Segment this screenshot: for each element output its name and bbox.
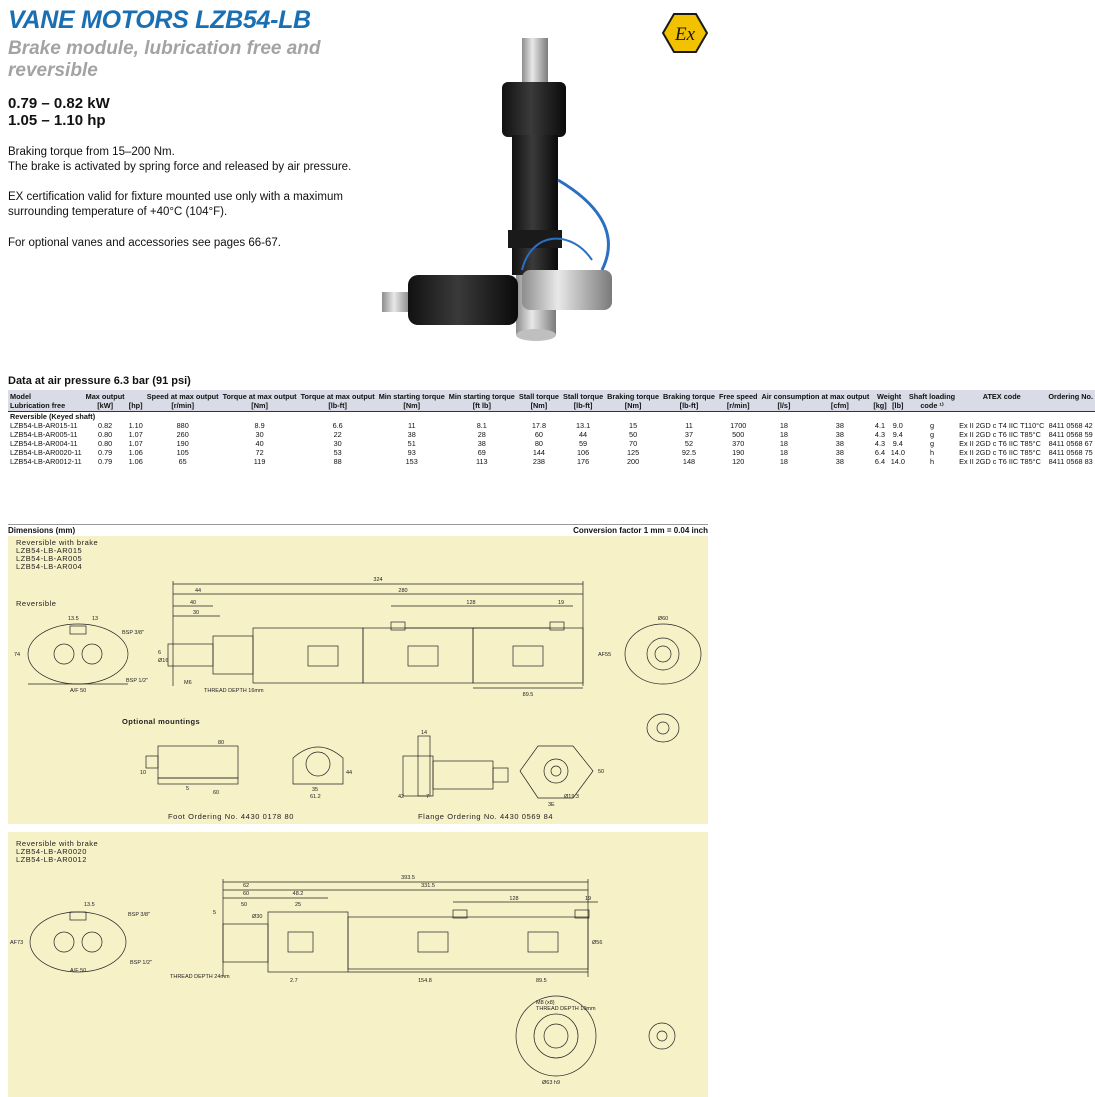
dim-60: 60 bbox=[242, 891, 250, 897]
dim-128: 128 bbox=[509, 896, 519, 902]
table-cell: 4.1 bbox=[871, 421, 888, 430]
table-cell: LZB54-LB-AR0012-11 bbox=[10, 457, 82, 466]
m6-label: M6 bbox=[184, 680, 192, 686]
table-cell: 17.8 bbox=[517, 421, 561, 430]
description-line: Braking torque from 15–200 Nm. bbox=[8, 146, 175, 158]
foot-dim-60: 60 bbox=[213, 790, 220, 796]
table-cell: Ex II 2GD c T6 IIC T85°C bbox=[957, 430, 1046, 439]
table-cell: 1700 bbox=[717, 421, 760, 430]
table-row bbox=[8, 448, 1095, 457]
unit-header: [kW] bbox=[84, 401, 127, 412]
table-cell: LZB54-LB-AR005-11 bbox=[8, 430, 84, 439]
dim-d56: Ø56 bbox=[592, 940, 603, 946]
column-header: Torque at max output bbox=[300, 392, 375, 401]
column-header: Shaft loading bbox=[908, 392, 956, 401]
dim-25: 25 bbox=[294, 902, 302, 908]
table-cell: 18 bbox=[759, 457, 808, 466]
af73-label: AF73 bbox=[10, 940, 24, 946]
dimension-panel-1 bbox=[8, 536, 708, 824]
af50-label: A/F 50 bbox=[70, 968, 87, 974]
table-cell: g bbox=[907, 421, 957, 430]
table-cell: 190 bbox=[145, 439, 221, 448]
bsp-38-label: BSP 3/8" bbox=[128, 912, 151, 918]
model-label: LZB54-LB-AR004 bbox=[16, 562, 83, 571]
dim-3315: 331.5 bbox=[421, 883, 435, 889]
column-header: Weight bbox=[871, 390, 907, 401]
foot-dim-10: 10 bbox=[140, 770, 147, 776]
table-cell: 500 bbox=[717, 430, 760, 439]
flange-dim-7: 7 bbox=[426, 794, 430, 800]
table-cell: 8.1 bbox=[447, 421, 517, 430]
table-cell: 0.80 bbox=[84, 439, 127, 448]
table-cell: 93 bbox=[377, 448, 447, 457]
flange-dim-42: 42 bbox=[398, 794, 405, 800]
column-header: Speed at max output bbox=[146, 392, 219, 401]
column-header: Torque at max output bbox=[222, 392, 297, 401]
table-cell: 52 bbox=[661, 439, 717, 448]
dim-135: 13.5 bbox=[68, 616, 79, 622]
table-row bbox=[8, 430, 1095, 439]
column-header: Braking torque bbox=[607, 392, 660, 401]
motor-product-image bbox=[372, 30, 632, 350]
dim-27: 2.7 bbox=[290, 978, 298, 984]
unit-header: [hp] bbox=[127, 401, 145, 412]
dim-af55: AF55 bbox=[598, 652, 612, 658]
unit-header: [Nm] bbox=[517, 401, 561, 412]
table-cell: 13.1 bbox=[561, 421, 605, 430]
ex-note: EX certification valid for fixture mounted use only with a maximum surrounding temperature of +40°C (104°F). bbox=[8, 191, 343, 218]
table-cell: 0.82 bbox=[84, 421, 127, 430]
table-row bbox=[8, 457, 1095, 466]
column-header: Free speed bbox=[718, 392, 758, 401]
table-cell: 106 bbox=[561, 448, 605, 457]
unit-header: [r/min] bbox=[145, 401, 221, 412]
table-cell: 18 bbox=[759, 430, 808, 439]
table-cell: 88 bbox=[299, 457, 377, 466]
table-title: Data at air pressure 6.3 bar (91 psi) bbox=[8, 375, 191, 387]
flange-dim-50: 50 bbox=[598, 769, 605, 775]
unit-header bbox=[957, 401, 1046, 412]
dim-d30: Ø30 bbox=[252, 914, 263, 920]
power-kw: 0.79 – 0.82 kW bbox=[8, 95, 110, 112]
unit-header: code ¹⁾ bbox=[907, 401, 957, 412]
flange-dim-14: 14 bbox=[421, 730, 428, 736]
table-cell: 880 bbox=[145, 421, 221, 430]
table-cell: 38 bbox=[808, 448, 871, 457]
unit-header: [lb-ft] bbox=[561, 401, 605, 412]
table-cell: 38 bbox=[808, 421, 871, 430]
table-cell: h bbox=[907, 457, 957, 466]
table-cell: 144 bbox=[517, 448, 561, 457]
column-header: Stall torque bbox=[518, 392, 559, 401]
table-cell: 1.06 bbox=[128, 457, 143, 466]
dim-1548: 154.8 bbox=[418, 978, 432, 984]
unit-header: [Nm] bbox=[605, 401, 661, 412]
ex-mark-text: Ex bbox=[674, 24, 696, 45]
table-cell: 11 bbox=[661, 421, 717, 430]
table-cell: 60 bbox=[517, 430, 561, 439]
table-cell: 153 bbox=[377, 457, 447, 466]
dim-44: 44 bbox=[194, 588, 202, 594]
flange-dim-193: Ø19.3 bbox=[564, 794, 579, 800]
table-cell: 65 bbox=[145, 457, 221, 466]
dim-128: 128 bbox=[466, 600, 476, 606]
table-cell: Ex II 2GD c T6 IIC T85°C bbox=[957, 439, 1046, 448]
table-cell: LZB54-LB-AR004-11 bbox=[8, 439, 84, 448]
dimension-panel-2 bbox=[8, 832, 708, 1097]
table-cell: 38 bbox=[447, 439, 517, 448]
column-header: Min starting torque bbox=[448, 392, 515, 401]
panel-heading-text: Reversible with brake bbox=[16, 538, 99, 547]
thread-depth-label: THREAD DEPTH 24mm bbox=[170, 974, 230, 980]
table-cell: LZB54-LB-AR0020-11 bbox=[10, 448, 82, 457]
column-header: Model bbox=[8, 390, 84, 401]
table-cell: 15 bbox=[605, 421, 661, 430]
dim-280: 280 bbox=[398, 588, 408, 594]
table-cell: 4.3 bbox=[871, 439, 888, 448]
table-cell: 148 bbox=[661, 457, 717, 466]
table-cell: 8411 0568 42 bbox=[1046, 421, 1095, 430]
table-cell: 4.3 bbox=[871, 430, 888, 439]
table-cell: 22 bbox=[299, 430, 377, 439]
description-block bbox=[8, 145, 398, 175]
table-cell: 8411 0568 75 bbox=[1046, 448, 1095, 457]
table-cell: 44 bbox=[561, 430, 605, 439]
page-subtitle: Brake module, lubrication free and reversible bbox=[8, 38, 321, 81]
table-cell: 38 bbox=[377, 430, 447, 439]
table-cell: 6.4 bbox=[871, 448, 888, 457]
column-header: Min starting torque bbox=[378, 392, 445, 401]
table-cell: 11 bbox=[377, 421, 447, 430]
dim-d16: Ø16 bbox=[158, 658, 169, 664]
table-cell: 14.0 bbox=[890, 457, 905, 466]
table-cell: h bbox=[907, 448, 957, 457]
table-cell: 59 bbox=[561, 439, 605, 448]
table-cell: 50 bbox=[605, 430, 661, 439]
foot-dim-80: 80 bbox=[218, 740, 225, 746]
table-cell: 105 bbox=[145, 448, 221, 457]
dim-50: 50 bbox=[240, 902, 248, 908]
table-cell: 72 bbox=[221, 448, 299, 457]
dim-d60: Ø60 bbox=[657, 616, 669, 622]
table-cell: 30 bbox=[221, 430, 299, 439]
table-cell: 1.10 bbox=[128, 421, 143, 430]
flange-dim-3e: 3E bbox=[548, 802, 555, 808]
table-cell: 38 bbox=[808, 430, 871, 439]
fitting bbox=[70, 626, 86, 634]
unit-header: [Nm] bbox=[221, 401, 299, 412]
unit-header: [Nm] bbox=[377, 401, 447, 412]
table-cell: 8411 0568 67 bbox=[1046, 439, 1095, 448]
dimensions-label: Dimensions (mm) bbox=[8, 526, 76, 535]
table-cell: 370 bbox=[717, 439, 760, 448]
optional-mountings-label: Optional mountings bbox=[122, 717, 201, 726]
dim-40: 40 bbox=[189, 600, 197, 606]
column-header: Max output bbox=[85, 392, 125, 401]
dimension-drawing-2 bbox=[8, 832, 708, 1097]
table-cell: 28 bbox=[447, 430, 517, 439]
table-cell: 18 bbox=[759, 448, 808, 457]
port-circle bbox=[54, 644, 74, 664]
accessories-note: For optional vanes and accessories see pages 66-67. bbox=[8, 237, 281, 249]
dim-19: 19 bbox=[584, 896, 592, 902]
table-cell: 190 bbox=[717, 448, 760, 457]
panel-heading-text: Reversible with brake bbox=[16, 839, 99, 848]
table-cell: 9.4 bbox=[889, 430, 907, 439]
table-cell: 119 bbox=[221, 457, 299, 466]
dim-13: 13 bbox=[92, 616, 99, 622]
data-table bbox=[8, 390, 1095, 466]
dim-overall: 393.5 bbox=[401, 875, 415, 881]
column-header: Ordering No. bbox=[1048, 392, 1093, 401]
table-cell: 9.4 bbox=[889, 439, 907, 448]
model-label: LZB54-LB-AR005 bbox=[16, 554, 83, 563]
table-cell: 38 bbox=[808, 457, 871, 466]
foot-dim-5: 5 bbox=[186, 786, 190, 792]
dim-89: 89.5 bbox=[522, 692, 534, 698]
table-cell: 69 bbox=[447, 448, 517, 457]
dim-overall: 324 bbox=[373, 577, 383, 583]
dim-62: 62 bbox=[242, 883, 250, 889]
table-cell: 70 bbox=[605, 439, 661, 448]
table-units-row bbox=[8, 401, 1095, 412]
table-cell: g bbox=[907, 439, 957, 448]
table-cell: 200 bbox=[605, 457, 661, 466]
dim-482: 48.2 bbox=[292, 891, 304, 897]
table-cell: 8411 0568 59 bbox=[1046, 430, 1095, 439]
bsp-12-label: BSP 1/2" bbox=[130, 960, 153, 966]
column-header: Air consumption at max output bbox=[761, 392, 870, 401]
flange-ordering-label: Flange Ordering No. 4430 0569 84 bbox=[418, 812, 554, 821]
table-cell: 18 bbox=[759, 439, 808, 448]
table-cell: 0.79 bbox=[84, 448, 127, 457]
table-cell: g bbox=[907, 430, 957, 439]
description-line: The brake is activated by spring force and released by air pressure. bbox=[8, 161, 352, 173]
unit-header: [ft lb] bbox=[447, 401, 517, 412]
table-cell: 113 bbox=[447, 457, 517, 466]
dim-d63: Ø63 h9 bbox=[542, 1080, 561, 1086]
table-cell: 0.80 bbox=[84, 430, 127, 439]
table-cell: 1.07 bbox=[128, 430, 143, 439]
table-cell: 38 bbox=[808, 439, 871, 448]
table-cell: 8411 0568 83 bbox=[1046, 457, 1095, 466]
foot-dim-44: 44 bbox=[346, 770, 353, 776]
table-cell: 260 bbox=[145, 430, 221, 439]
table-cell: 9.0 bbox=[889, 421, 907, 430]
table-cell: 37 bbox=[661, 430, 717, 439]
column-header: ATEX code bbox=[957, 390, 1046, 401]
table-cell: Ex II 2GD c T4 IIC T110°C bbox=[959, 421, 1045, 430]
ex-certification-icon bbox=[662, 12, 708, 54]
foot-ordering-label: Foot Ordering No. 4430 0178 80 bbox=[168, 812, 294, 821]
thread-depth-2-label: THREAD DEPTH 10mm bbox=[536, 1006, 596, 1012]
table-cell: 176 bbox=[561, 457, 605, 466]
table-cell: 1.06 bbox=[128, 448, 143, 457]
power-hp: 1.05 – 1.10 hp bbox=[8, 112, 106, 129]
table-header-row bbox=[8, 390, 1095, 401]
bsp-38-label: BSP 3/8" bbox=[122, 630, 145, 636]
page-title: VANE MOTORS LZB54-LB bbox=[8, 6, 311, 34]
table-cell: Ex II 2GD c T6 IIC T85°C bbox=[957, 448, 1046, 457]
table-cell: Ex II 2GD c T6 IIC T85°C bbox=[957, 457, 1046, 466]
af50-label: A/F 50 bbox=[70, 688, 87, 694]
column-header: Braking torque bbox=[663, 392, 715, 401]
table-row bbox=[8, 439, 1095, 448]
table-cell: 80 bbox=[517, 439, 561, 448]
dim-5: 5 bbox=[213, 910, 217, 916]
table-row bbox=[8, 421, 1095, 430]
table-cell: 40 bbox=[221, 439, 299, 448]
table-cell: 18 bbox=[759, 421, 808, 430]
table-cell: 1.07 bbox=[128, 439, 143, 448]
unit-header: [lb] bbox=[889, 401, 907, 412]
dim-895: 89.5 bbox=[536, 978, 547, 984]
unit-header: [lb-ft] bbox=[661, 401, 717, 412]
table-group-row bbox=[8, 412, 1095, 422]
table-cell: LZB54-LB-AR015-11 bbox=[8, 421, 84, 430]
end-view-outline bbox=[28, 624, 128, 684]
dimension-drawing-1 bbox=[8, 536, 708, 824]
foot-dim-612: 61.2 bbox=[310, 794, 321, 800]
m8-label: M8 (x8) bbox=[536, 1000, 555, 1006]
dim-74: 74 bbox=[14, 652, 21, 658]
unit-header: [r/min] bbox=[717, 401, 760, 412]
unit-header bbox=[1046, 401, 1095, 412]
column-header bbox=[127, 390, 145, 401]
table-cell: 53 bbox=[299, 448, 377, 457]
group-label: Reversible (Keyed shaft) bbox=[8, 412, 1095, 422]
model-label: LZB54-LB-AR015 bbox=[16, 546, 83, 555]
port-circle bbox=[82, 644, 102, 664]
thread-depth-label: THREAD DEPTH 16mm bbox=[204, 688, 264, 694]
table-cell: 238 bbox=[517, 457, 561, 466]
reversible-label: Reversible bbox=[16, 599, 57, 608]
table-cell: 14.0 bbox=[890, 448, 905, 457]
column-header: Stall torque bbox=[562, 392, 604, 401]
unit-header: [lb-ft] bbox=[299, 401, 377, 412]
dim-30: 30 bbox=[192, 610, 200, 616]
foot-dim-35: 35 bbox=[312, 787, 319, 793]
bsp-12-label: BSP 1/2" bbox=[126, 678, 149, 684]
table-cell: 8.9 bbox=[221, 421, 299, 430]
table-cell: 6.4 bbox=[871, 457, 888, 466]
dim-6: 6 bbox=[158, 650, 162, 656]
table-cell: 125 bbox=[605, 448, 661, 457]
table-cell: 120 bbox=[717, 457, 760, 466]
dimensions-header bbox=[8, 524, 708, 535]
power-rating bbox=[8, 95, 110, 129]
dim-19: 19 bbox=[557, 600, 565, 606]
table-cell: 92.5 bbox=[661, 448, 717, 457]
unit-header: [cfm] bbox=[808, 401, 871, 412]
unit-header: [l/s] bbox=[759, 401, 808, 412]
model-label: LZB54-LB-AR0012 bbox=[16, 855, 87, 864]
dim-135: 13.5 bbox=[84, 902, 95, 908]
table-cell: 0.79 bbox=[84, 457, 127, 466]
unit-header: [kg] bbox=[873, 401, 887, 410]
unit-header: Lubrication free bbox=[8, 401, 84, 412]
table-cell: 51 bbox=[377, 439, 447, 448]
table-cell: 30 bbox=[299, 439, 377, 448]
table-cell: 6.6 bbox=[299, 421, 377, 430]
conversion-factor: Conversion factor 1 mm = 0.04 inch bbox=[573, 526, 708, 535]
model-label: LZB54-LB-AR0020 bbox=[16, 847, 87, 856]
